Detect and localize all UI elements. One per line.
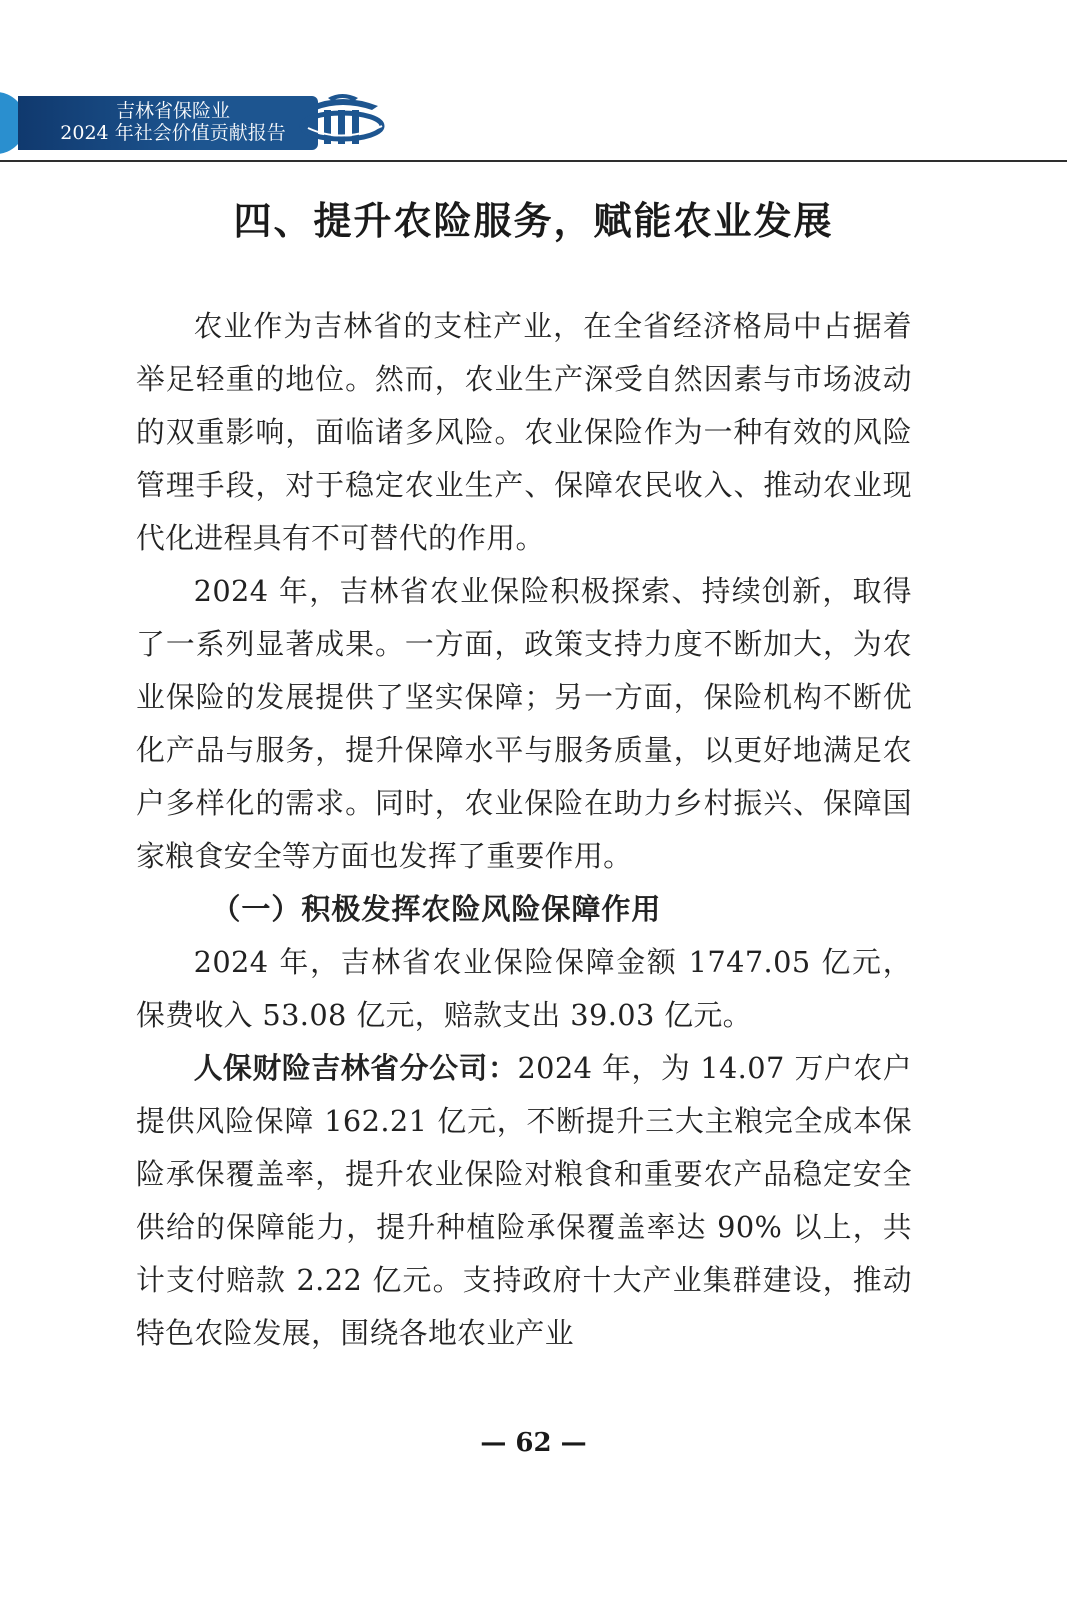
paragraph-intro: 农业作为吉林省的支柱产业，在全省经济格局中占据着举足轻重的地位。然而，农业生产深受自然因素与市场波动的双重影响，面临诸多风险。农业保险作为一种有效的风险管理手段，对于稳定农业生产、保障农民收入、推动农业现代化进程具有不可替代的作用。 [136, 309, 912, 555]
body-content [136, 300, 912, 1360]
section-title: 四、提升农险服务，赋能农业发展 [233, 199, 834, 243]
paragraph-statistics: 2024 年，吉林省农业保险保障金额 1747.05 亿元，保费收入 53.08 亿元，赔款支出 39.03 亿元。 [136, 945, 912, 1032]
page-number: — 62 — [480, 1428, 587, 1458]
company-description: 2024 年，为 14.07 万户农户提供风险保障 162.21 亿元，不断提升三大主粮完全成本保险承保覆盖率，提升农业保险对粮食和重要农产品稳定安全供给的保障能力，提升种植险承保覆盖率达 90% 以上，共计支付赔款 2.22 亿元。支持政府十大产业集群建设，推动特色农险发展，围绕各地农业产业 [136, 1051, 912, 1350]
report-header-banner [0, 92, 400, 156]
subsection-heading: （一）积极发挥农险风险保障作用 [211, 892, 662, 926]
paragraph-picc-jilin [136, 1042, 912, 1360]
pavilion-logo-icon [298, 88, 394, 152]
report-title [38, 100, 308, 144]
company-name-lead: 人保财险吉林省分公司： [193, 1051, 518, 1085]
report-title-line1: 吉林省保险业 [115, 100, 230, 122]
header-divider [0, 160, 1067, 162]
report-title-line2: 2024 年社会价值贡献报告 [60, 122, 286, 144]
paragraph-achievements: 2024 年，吉林省农业保险积极探索、持续创新，取得了一系列显著成果。一方面，政策支持力度不断加大，为农业保险的发展提供了坚实保障；另一方面，保险机构不断优化产品与服务，提升保障水平与服务质量，以更好地满足农户多样化的需求。同时，农业保险在助力乡村振兴、保障国家粮食安全等方面也发挥了重要作用。 [136, 574, 912, 873]
